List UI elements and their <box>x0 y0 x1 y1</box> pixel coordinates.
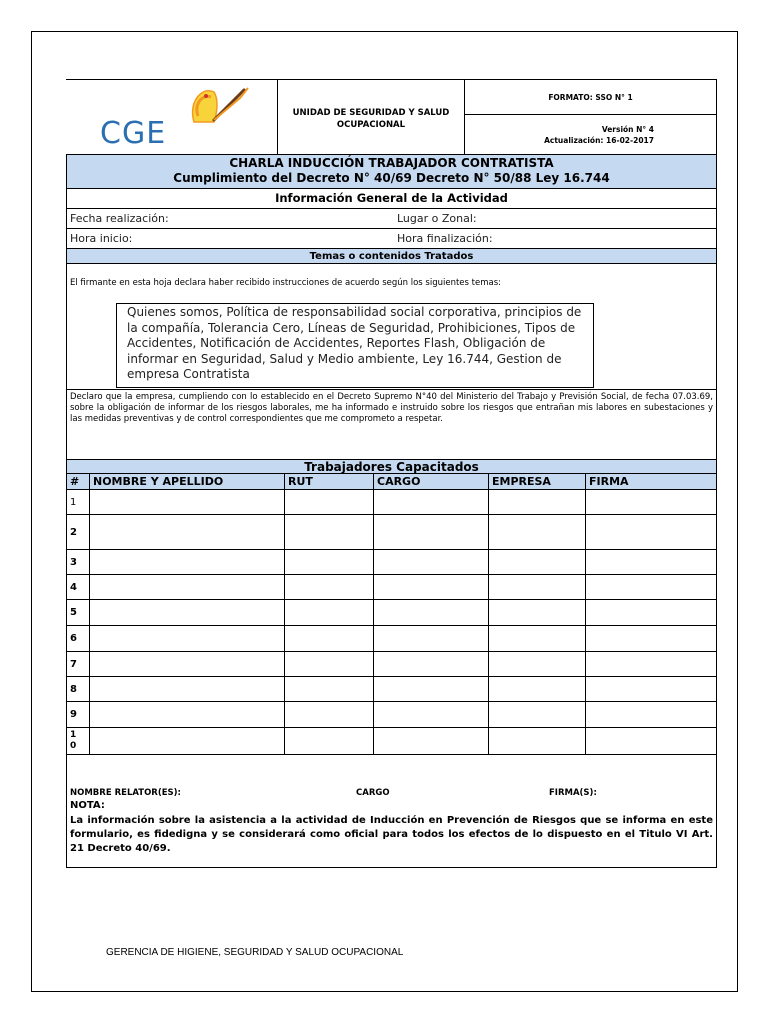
footer-box <box>66 755 717 868</box>
cell-firma[interactable] <box>586 515 717 550</box>
declaration-text: Declaro que la empresa, cumpliendo con lo establecido en el Decreto Supremo N°40 del Ministerio del Trabajo y Previsión Social, de fecha 07.03.69, sobre la obligación de informar de los riesgos laborales, me ha informado e instruido sobre los riesgos que entrañan mis labores en subestaciones y las medidas preventivas y de control correspondientes que me comprometo a respetar. <box>67 389 716 459</box>
col-rut: RUT <box>285 474 374 490</box>
general-heading: Información General de la Actividad <box>67 188 716 208</box>
cell-empresa[interactable] <box>489 728 586 755</box>
cell-rut[interactable] <box>285 490 374 515</box>
cell-rut[interactable] <box>285 702 374 728</box>
table-row <box>67 626 717 652</box>
temas-heading: Temas o contenidos Tratados <box>67 248 716 264</box>
cell-firma[interactable] <box>586 600 717 626</box>
cell-rut[interactable] <box>285 677 374 702</box>
topics-list: Quienes somos, Política de responsabilidad social corporativa, principios de la compañía, Tolerancia Cero, Líneas de Seguridad, Prohibiciones, Tipos de Accidentes, Notificación de Accidentes, Reportes Flash, Obligación de informar en Seguridad, Salud y Medio ambiente, Ley 16.744, Gestion de empresa Contratista <box>116 303 594 388</box>
table-row <box>67 490 717 515</box>
cell-empresa[interactable] <box>489 626 586 652</box>
cell-firma[interactable] <box>586 677 717 702</box>
cell-nombre[interactable] <box>90 550 285 575</box>
cell-cargo[interactable] <box>374 490 489 515</box>
table-row <box>67 702 717 728</box>
row-number: 1 <box>67 490 90 515</box>
row-number: 6 <box>67 626 90 652</box>
table-row <box>67 728 717 755</box>
cell-rut[interactable] <box>285 575 374 600</box>
cell-nombre[interactable] <box>90 728 285 755</box>
induction-form <box>66 79 717 868</box>
cell-rut[interactable] <box>285 550 374 575</box>
lugar-field[interactable]: Lugar o Zonal: <box>397 212 477 225</box>
row-number: 5 <box>67 600 90 626</box>
update-label: Actualización: 16-02-2017 <box>544 135 654 145</box>
cell-rut[interactable] <box>285 652 374 677</box>
cell-nombre[interactable] <box>90 515 285 550</box>
col-cargo: CARGO <box>374 474 489 490</box>
cell-nombre[interactable] <box>90 600 285 626</box>
cell-empresa[interactable] <box>489 652 586 677</box>
workers-header-row <box>67 474 717 490</box>
cell-cargo[interactable] <box>374 652 489 677</box>
cell-empresa[interactable] <box>489 550 586 575</box>
cell-firma[interactable] <box>586 652 717 677</box>
row-number: 8 <box>67 677 90 702</box>
version-block <box>465 115 716 154</box>
cell-empresa[interactable] <box>489 490 586 515</box>
table-row <box>67 515 717 550</box>
cell-firma[interactable] <box>586 550 717 575</box>
cell-cargo[interactable] <box>374 728 489 755</box>
col-empresa: EMPRESA <box>489 474 586 490</box>
cell-firma[interactable] <box>586 575 717 600</box>
fecha-field[interactable]: Fecha realización: <box>70 212 169 225</box>
form-body <box>66 154 717 474</box>
table-row <box>67 550 717 575</box>
nota-label: NOTA: <box>70 800 105 811</box>
cell-rut[interactable] <box>285 515 374 550</box>
cell-firma[interactable] <box>586 702 717 728</box>
cell-cargo[interactable] <box>374 600 489 626</box>
cell-nombre[interactable] <box>90 575 285 600</box>
title-line-1: CHARLA INDUCCIÓN TRABAJADOR CONTRATISTA <box>229 156 554 170</box>
format-code: FORMATO: SSO N° 1 <box>465 80 716 115</box>
table-row <box>67 677 717 702</box>
hora-fin-field[interactable]: Hora finalización: <box>397 232 493 245</box>
cell-nombre[interactable] <box>90 490 285 515</box>
row-number: 9 <box>67 702 90 728</box>
cell-empresa[interactable] <box>489 515 586 550</box>
topics-intro: El firmante en esta hoja declara haber recibido instrucciones de acuerdo según los siguientes temas: <box>70 278 501 288</box>
unit-title: UNIDAD DE SEGURIDAD Y SALUD OCUPACIONAL <box>277 80 464 154</box>
cell-cargo[interactable] <box>374 677 489 702</box>
format-column <box>464 80 716 154</box>
management-footer: GERENCIA DE HIGIENE, SEGURIDAD Y SALUD OCUPACIONAL <box>106 947 404 958</box>
workers-table <box>66 473 717 755</box>
cell-nombre[interactable] <box>90 626 285 652</box>
row-number: 3 <box>67 550 90 575</box>
table-row <box>67 600 717 626</box>
cell-nombre[interactable] <box>90 677 285 702</box>
relator-label: NOMBRE RELATOR(ES): <box>70 788 181 798</box>
cell-cargo[interactable] <box>374 575 489 600</box>
cell-firma[interactable] <box>586 728 717 755</box>
col-firma: FIRMA <box>586 474 717 490</box>
butterfly-logo-icon <box>184 82 254 132</box>
cargo-label: CARGO <box>356 788 390 798</box>
nota-text: La información sobre la asistencia a la actividad de Inducción en Prevención de Riesgos que se informa en este formulario, es fidedigna y se considerará como oficial para todos los efectos de lo dispuesto en el Titulo VI Art. 21 Decreto 40/69. <box>70 815 713 854</box>
row-number: 4 <box>67 575 90 600</box>
cell-rut[interactable] <box>285 600 374 626</box>
info-row-time <box>67 228 716 248</box>
cell-empresa[interactable] <box>489 677 586 702</box>
cell-firma[interactable] <box>586 490 717 515</box>
cell-cargo[interactable] <box>374 626 489 652</box>
hora-inicio-field[interactable]: Hora inicio: <box>70 232 133 245</box>
cell-cargo[interactable] <box>374 702 489 728</box>
row-number: 7 <box>67 652 90 677</box>
col-nombre: NOMBRE Y APELLIDO <box>90 474 285 490</box>
topics-block <box>67 264 716 389</box>
row-number: 2 <box>67 515 90 550</box>
cell-empresa[interactable] <box>489 575 586 600</box>
workers-heading: Trabajadores Capacitados <box>67 459 716 473</box>
cell-rut[interactable] <box>285 626 374 652</box>
logo-cell <box>66 80 277 154</box>
version-label: Versión N° 4 <box>601 124 654 134</box>
row-number <box>67 728 90 755</box>
form-title <box>67 154 716 188</box>
cell-empresa[interactable] <box>489 702 586 728</box>
title-line-2: Cumplimiento del Decreto N° 40/69 Decreto N° 50/88 Ley 16.744 <box>173 171 610 185</box>
logo-text: CGE <box>100 116 167 151</box>
cell-nombre[interactable] <box>90 702 285 728</box>
firma-label: FIRMA(S): <box>549 788 597 798</box>
form-header <box>66 79 717 154</box>
cell-empresa[interactable] <box>489 600 586 626</box>
cell-nombre[interactable] <box>90 652 285 677</box>
cell-firma[interactable] <box>586 626 717 652</box>
row-number-text: 10 <box>70 730 77 751</box>
cell-cargo[interactable] <box>374 550 489 575</box>
cell-rut[interactable] <box>285 728 374 755</box>
table-row <box>67 575 717 600</box>
col-num: # <box>67 474 90 490</box>
cell-cargo[interactable] <box>374 515 489 550</box>
info-row-date <box>67 208 716 228</box>
table-row <box>67 652 717 677</box>
